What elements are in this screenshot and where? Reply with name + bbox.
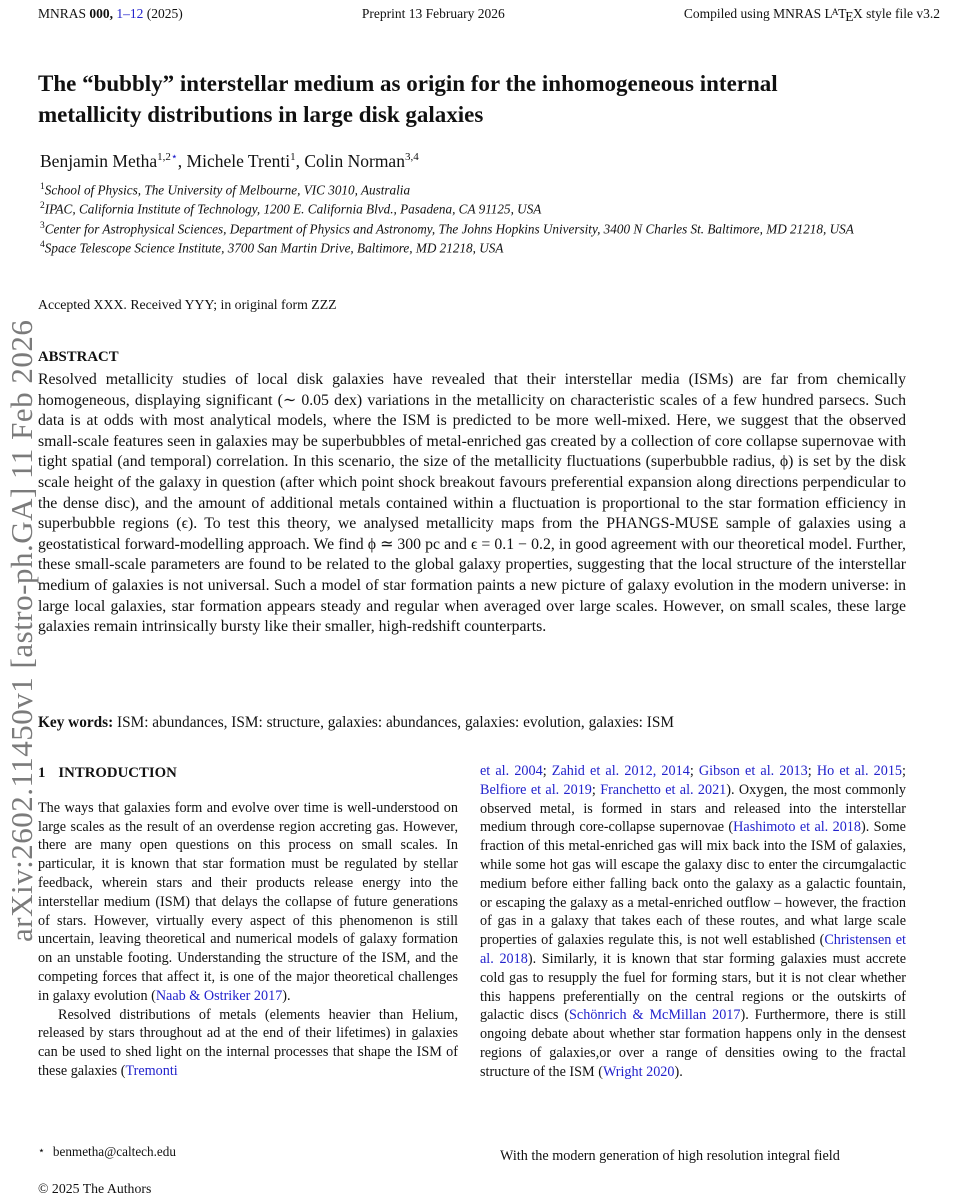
text-run: ). Some fraction of this metal-enriched gas will mix back into the ISM of galaxies, while some hot gas will escape the galaxy disc to enter the circumgalactic medium before either falling back onto the galaxy as a galactic fountain, or escaping the galaxy as a metal-enriched outflow – however, the fraction of gas in a galaxy that takes each of these routes, and what large scale properties of galaxies regulate this, is not well established ( (480, 819, 906, 949)
citation-link[interactable]: Gibson et al. 2013 (698, 763, 808, 779)
citation-link[interactable]: Zahid et al. 2012, 2014 (551, 763, 690, 779)
paper-title: The “bubbly” interstellar medium as origin for the inhomogeneous internal metallicity distributions in large disk galaxies (38, 71, 778, 127)
right-column (480, 762, 906, 1082)
keywords-text: ISM: abundances, ISM: structure, galaxies: abundances, galaxies: evolution, galaxies: ISM (113, 714, 674, 731)
intro-paragraph-2 (38, 1006, 458, 1081)
text-run: ). (674, 1063, 683, 1080)
corresponding-author-star: ⋆ (170, 151, 178, 163)
affiliation-text: IPAC, California Institute of Technology, 1200 E. California Blvd., Pasadena, CA 91125, USA (44, 201, 542, 217)
author-affil-sup (157, 151, 178, 163)
affil-numbers: 1,2 (157, 151, 171, 163)
affiliation-text: Center for Astrophysical Sciences, Department of Physics and Astronomy, The Johns Hopkins University, 3400 N Charles St. Baltimore, MD 21218, USA (44, 221, 854, 237)
left-column (38, 762, 458, 1082)
intro-paragraph-3: With the modern generation of high resolution integral field (500, 1148, 840, 1164)
latex-logo-a: A (831, 6, 839, 18)
body-columns (38, 762, 906, 1082)
page-range-link[interactable]: 1–12 (116, 6, 144, 21)
affiliation-text: School of Physics, The University of Melbourne, VIC 3010, Australia (44, 182, 411, 198)
author (304, 151, 418, 171)
affiliation-number: 3 (40, 220, 45, 231)
corresponding-author-footnote (38, 1144, 176, 1160)
affiliation-line (40, 179, 954, 198)
text-run: ). Furthermore, there is still ongoing debate about whether star formation happens only in the densest regions of galaxies,or over a range of densities owing to the fractal structure of the ISM ( (480, 1007, 906, 1080)
text-run: ; (807, 763, 817, 779)
intro-paragraph-1 (38, 799, 458, 1006)
affiliation-number: 1 (40, 182, 45, 192)
abstract-body: Resolved metallicity studies of local disk galaxies have revealed that their interstellar media (ISMs) are far from chemically homogeneous, displaying significant (∼ 0.05 dex) variations in the metallicity on characteristic scales of a few hundred parsecs. Such data is at odds with most analytical models, where the ISM is predicted to be more well-mixed. Here, we suggest that the observed small-scale features seen in galaxies may be superbubbles of metal-enriched gas created by a collection of core collapse supernovae with tight spatial (and temporal) correlation. In this scenario, the size of the metallicity fluctuations (superbubble radius, ϕ) is set by the disk scale height of the galaxy in question (after which point shock breakout favours preferential expansion along directions perpendicular to the dense disc), and the amount of additional metals contained within a fluctuation is proportional to the star formation efficiency in superbubble regions (ϵ). To test this theory, we analysed metallicity maps from the PHANGS-MUSE sample of galaxies using a geostatistical forward-modelling approach. We find ϕ ≃ 300 pc and ϵ = 0.1 − 0.2, in good agreement with our theoretical model. Further, these small-scale parameters are found to be related to the global galaxy properties, suggesting that the local structure of the interstellar medium of galaxies is not universal. Such a model of star formation paints a new picture of galaxy evolution in the modern universe: in large local galaxies, star formation appears steady and regular when averaged over large scales. However, on small scales, these large galaxies remain intrinsically bursty like their smaller, high-redshift counterparts. (38, 371, 906, 636)
author-separator: , (295, 150, 305, 171)
author-name: Michele Trenti (186, 150, 291, 171)
text-run: ; (542, 763, 552, 779)
affiliation-list (40, 179, 954, 257)
compiled-prefix: Compiled using MNRAS L (683, 6, 833, 21)
citation-link[interactable]: et al. 2004 (480, 763, 543, 779)
citation-link[interactable]: Hashimoto et al. 2018 (733, 819, 861, 836)
affiliation-number: 4 (40, 240, 45, 251)
author-affil-sup: 3,4 (404, 151, 419, 163)
section-number: 1 (38, 765, 46, 781)
keywords-line (38, 714, 906, 732)
latex-logo-x: X (852, 6, 863, 21)
affiliation-line (40, 218, 954, 237)
copyright-notice: © 2025 The Authors (38, 1181, 152, 1196)
text-run: ; (591, 781, 601, 798)
text-run: The ways that galaxies form and evolve over time is well-understood on large scales as the result of an overdense region accreting gas. However, there are many open questions on this process on small scales. In particular, it is known that star formation must be regulated by stellar feedback, wherein stars and their products release energy into the interstellar medium (ISM) that delays the collapse of future generations of stars. However, virtually every aspect of this phenomenon is still uncertain, leaving theoretical and numerical models of galaxy formation on an unstable footing. Understanding the structure of the ISM, and the competing forces that affect it, is one of the major theoretical challenges in galaxy evolution ( (38, 799, 458, 1004)
journal-name: MNRAS (38, 6, 90, 21)
keywords-label: Key words: (38, 714, 114, 731)
preprint-date: Preprint 13 February 2026 (361, 6, 505, 21)
author (187, 151, 305, 171)
footnote-star-marker: ⋆ (38, 1145, 45, 1157)
author-affil-sup: 1 (290, 151, 296, 163)
compiled-note (684, 6, 940, 25)
author-list (40, 150, 900, 172)
citation-link[interactable]: Wright 2020 (602, 1063, 675, 1080)
arxiv-banner: arXiv:2602.11450v1 [astro-ph.GA] 11 Feb 2026 (4, 319, 39, 942)
compiled-suffix: style file v3.2 (862, 6, 940, 21)
journal-year: (2025) (143, 6, 183, 21)
affiliation-line (40, 198, 954, 217)
affiliation-line (40, 237, 954, 256)
affiliation-number: 2 (40, 201, 45, 212)
running-head (38, 6, 940, 25)
text-run: ). (282, 987, 291, 1004)
text-run: ). Similarly, it is known that star forming galaxies must accrete cold gas to resupply the fuel for forming stars, but it is not clear whether this happens preferentially on the central regions or the outskirts of galactic discs ( (480, 950, 906, 1024)
text-run: ). Oxygen, the most commonly observed metal, is formed in stars and released into the interstellar medium through core-collapse supernovae ( (480, 781, 906, 836)
section-heading-introduction (38, 764, 458, 783)
citation-link[interactable]: Christensen et al. 2018 (480, 932, 906, 967)
author-name: Colin Norman (304, 150, 405, 171)
citation-link[interactable]: Schönrich & McMillan 2017 (569, 1007, 741, 1024)
citation-link[interactable]: Belfiore et al. 2019 (480, 781, 592, 798)
citation-link[interactable]: Ho et al. 2015 (816, 763, 903, 779)
latex-logo-t: T (838, 6, 847, 21)
affiliation-text: Space Telescope Science Institute, 3700 San Martin Drive, Baltimore, MD 21218, USA (44, 240, 504, 256)
email-link[interactable]: benmetha@caltech.edu (52, 1144, 176, 1159)
intro-paragraph-continued (480, 762, 906, 1082)
journal-ref (38, 6, 183, 25)
citation-link[interactable]: Franchetto et al. 2021 (600, 781, 727, 798)
text-run: ; (689, 763, 699, 779)
latex-logo-e: E (845, 8, 854, 24)
journal-volume: 000, (89, 6, 114, 21)
author (40, 151, 187, 171)
citation-link[interactable]: Tremonti (125, 1062, 178, 1079)
dates-line: Accepted XXX. Received YYY; in original form ZZZ (38, 297, 337, 312)
citation-link[interactable]: Naab & Ostriker 2017 (155, 987, 283, 1004)
text-run: Resolved distributions of metals (elements heavier than Helium, released by stars throughout ad at the end of their lifetimes) in galaxies can be used to shed light on the internal processes that shape the ISM of these galaxies ( (38, 1006, 458, 1079)
author-separator: , (177, 150, 187, 171)
section-title: INTRODUCTION (58, 765, 177, 781)
text-run: ; (902, 763, 906, 779)
author-name: Benjamin Metha (40, 150, 158, 171)
abstract-heading: ABSTRACT (38, 349, 119, 365)
